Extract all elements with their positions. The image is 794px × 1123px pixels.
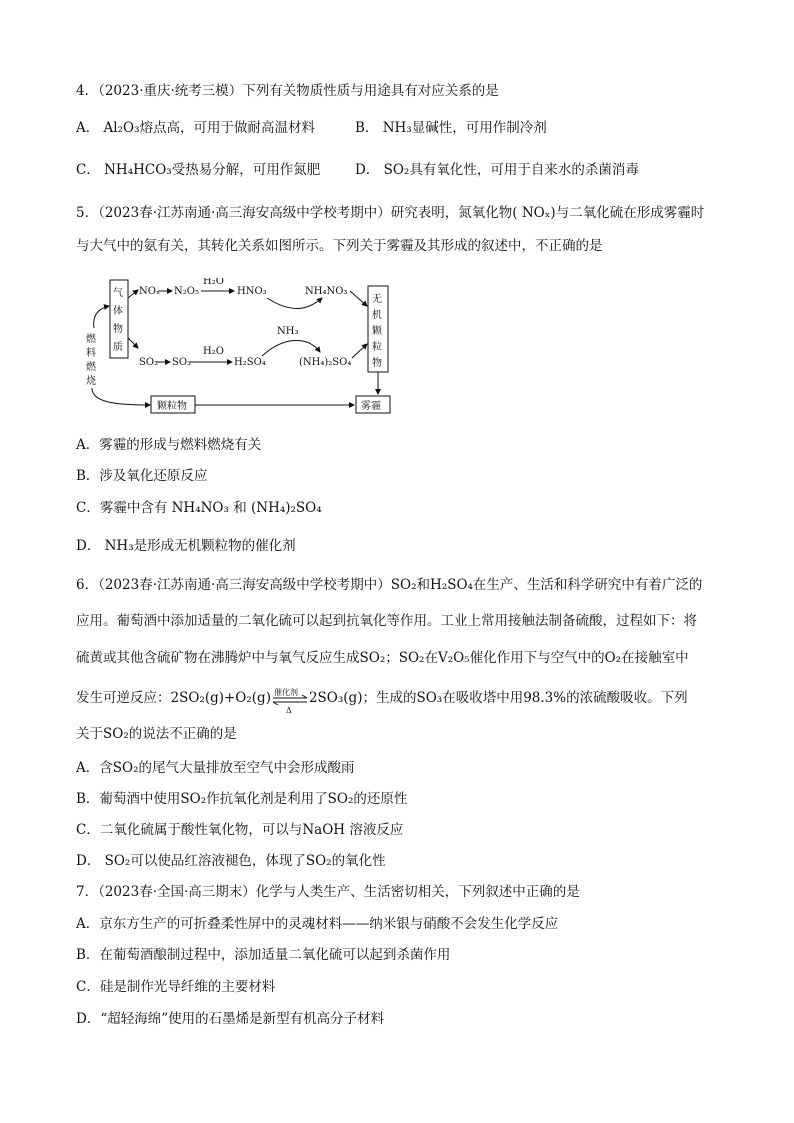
gas-to-so2-arrow: [128, 338, 138, 348]
so3-label: SO₃: [172, 357, 192, 368]
q7-option-c: C．硅是制作光导纤维的主要材料: [76, 979, 276, 995]
fuel-char-4: 烧: [86, 376, 96, 387]
q6-line-1: 6．（2023春·江苏南通·高三海安高级中学校考期中）SO₂和H₂SO₄在生产、生活和科学研究中有着广泛的: [76, 577, 703, 593]
q6-line-2: 应用。葡萄酒中添加适量的二氧化硫可以起到抗氧化等作用。工业上常用接触法制备硫酸，过程如下：将: [76, 613, 697, 629]
fuel-char-3: 燃: [86, 362, 96, 373]
gas-box-char-2: 体: [113, 306, 123, 317]
gas-box-char-4: 质: [113, 342, 123, 353]
n2o5-label: N₂O₅: [174, 286, 199, 297]
h2so4-to-nh4-2so4-arrow: [262, 340, 320, 356]
q4-option-a: A． Al₂O₃熔点高，可用于做耐高温材料: [76, 120, 315, 136]
fuel-char-2: 料: [86, 348, 96, 359]
q5-stem-line2: 与大气中的氨有关，其转化关系如图所示。下列关于雾霾及其形成的叙述中，不正确的是: [76, 238, 603, 254]
inorganic-char-2: 机: [372, 310, 382, 321]
hno3-label: HNO₃: [237, 286, 267, 297]
so2-label: SO₂: [139, 357, 159, 368]
q6-line-3: 硫黄或其他含硫矿物在沸腾炉中与氧气反应生成SO₂；SO₂在V₂O₅催化作用下与空气中的O₂在接触室中: [76, 650, 689, 666]
q5-option-c: C．雾霾中含有 NH₄NO₃ 和 (NH₄)₂SO₄: [76, 500, 322, 516]
q4-option-c: C． NH₄HCO₃受热易分解，可用作氮肥: [76, 162, 321, 178]
q6-equation-right: 2SO₃(g)；生成的SO₃在吸收塔中用98.3%的浓硫酸吸收。下列: [308, 690, 688, 706]
nh4no3-label: NH₄NO₃: [305, 286, 348, 297]
reversible-arrow: [271, 687, 309, 715]
h2so4-label: H₂SO₄: [234, 357, 266, 368]
hno3-to-nh4no3-arrow: [267, 298, 322, 309]
fuel-to-particles-arrow: [92, 388, 150, 405]
inorganic-char-3: 颗: [372, 326, 382, 337]
nh4-2so4-to-inorganic-arrow: [352, 344, 367, 358]
nh4-2so4-label: (NH₄)₂SO₄: [299, 357, 352, 368]
q6-line-5: 关于SO₂的说法不正确的是: [76, 726, 237, 742]
gas-box-char-1: 气: [113, 288, 123, 299]
q5-option-d: D． NH₃是形成无机颗粒物的催化剂: [76, 538, 296, 554]
q6-option-c: C．二氧化硫属于酸性氧化物，可以与NaOH 溶液反应: [76, 822, 404, 838]
gas-box-char-3: 物: [113, 324, 123, 335]
q7-option-d: D．“超轻海绵”使用的石墨烯是新型有机高分子材料: [76, 1011, 385, 1027]
q5-option-b: B．涉及氧化还原反应: [76, 468, 208, 484]
q7-option-b: B．在葡萄酒酿制过程中，添加适量二氧化硫可以起到杀菌作用: [76, 947, 451, 963]
haze-label: 雾霾: [361, 401, 381, 412]
q6-equation-left: 发生可逆反应：2SO₂(g)+O₂(g): [76, 690, 271, 706]
gas-to-nox-arrow: [128, 290, 138, 298]
particles-label: 颗粒物: [157, 401, 187, 412]
q4-option-d: D． SO₂具有氧化性，可用于自来水的杀菌消毒: [355, 162, 639, 178]
nh3-label: NH₃: [277, 326, 299, 337]
inorganic-char-5: 物: [372, 358, 382, 369]
h2o-top-label: H₂O: [203, 278, 224, 287]
fuel-to-gas-arrow: [94, 306, 109, 328]
inorganic-char-4: 粒: [372, 342, 382, 353]
q6-option-d: D． SO₂可以使品红溶液褪色，体现了SO₂的氧化性: [76, 853, 386, 869]
q6-line-4: [76, 687, 688, 715]
q6-option-a: A．含SO₂的尾气大量排放至空气中会形成酸雨: [76, 760, 355, 776]
q4-option-b: B． NH₃显碱性，可用作制冷剂: [355, 120, 547, 136]
q7-stem: 7．（2023春·全国·高三期末）化学与人类生产、生活密切相关，下列叙述中正确的是: [76, 884, 580, 900]
heat-label: Δ: [285, 705, 292, 715]
q5-option-a: A．雾霾的形成与燃料燃烧有关: [76, 437, 262, 453]
q5-stem-line1: 5．（2023春·江苏南通·高三海安高级中学校考期中）研究表明，氮氧化物( NOₓ)与二氧化硫在形成雾霾时: [76, 205, 705, 221]
nh4no3-to-inorganic-arrow: [350, 291, 367, 306]
inorganic-char-1: 无: [372, 294, 382, 305]
q7-option-a: A．京东方生产的可折叠柔性屏中的灵魂材料——纳米银与硝酸不会发生化学反应: [76, 916, 559, 932]
haze-formation-diagram: [84, 278, 394, 418]
fuel-char-1: 燃: [86, 334, 96, 345]
q4-stem: 4．（2023·重庆·统考三模）下列有关物质性质与用途具有对应关系的是: [76, 83, 499, 99]
nox-label: NOₓ: [139, 286, 161, 297]
h2o-bottom-label: H₂O: [203, 346, 224, 357]
q6-option-b: B．葡萄酒中使用SO₂作抗氧化剂是利用了SO₂的还原性: [76, 791, 408, 807]
catalyst-label: 催化剂: [273, 687, 298, 697]
